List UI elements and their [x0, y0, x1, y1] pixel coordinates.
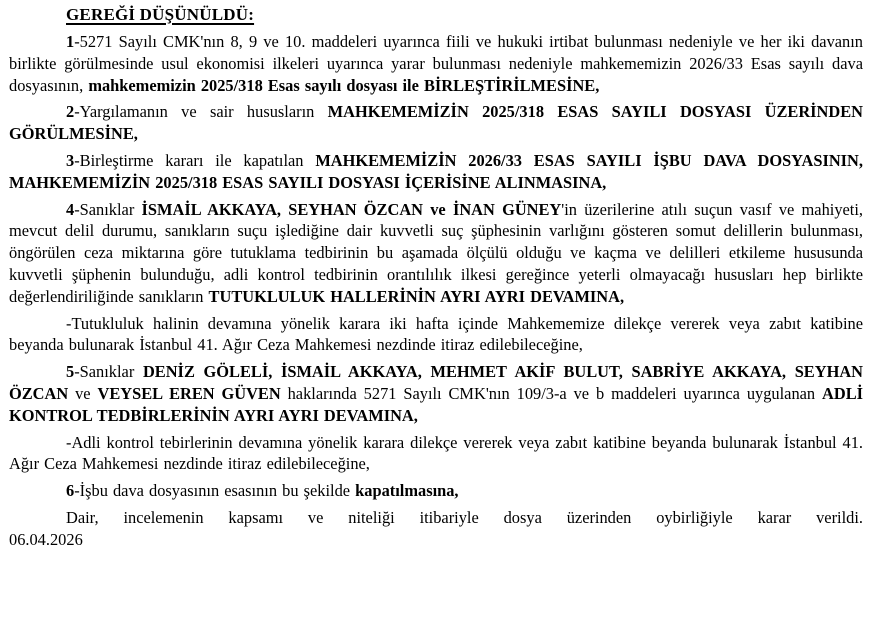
text-run: mahkememizin 2025/318 Esas sayılı dosyası ile BİRLEŞTİRİLMESİNE, — [88, 75, 600, 95]
text-run: ADLİ KONTROL TEDBİRLERİNİN AYRI AYRI DEVAMINA, — [9, 383, 864, 425]
text-run: 6 — [66, 481, 75, 501]
text-run: DENİZ GÖLELİ, İSMAİL AKKAYA, MEHMET AKİF BULUT, SABRİYE AKKAYA, SEYHAN ÖZCAN — [9, 362, 863, 403]
text-run: MAHKEMEMİZİN 2025/318 ESAS SAYILI DOSYASI ÜZERİNDEN GÖRÜLMESİNE, — [9, 102, 863, 144]
heading-text: GEREĞİ DÜŞÜNÜLDÜ: — [66, 5, 255, 24]
text-run: -Tutukluluk halinin devamına yönelik karara iki hafta içinde Mahkememize dilekçe vererek veya zabıt katibine beyanda bulunarak İstanbul 41. Ağır Ceza Mahkemesi nezdinde itiraz edilebileceğine, — [9, 313, 863, 355]
text-run: -Birleştirme kararı ile kapatılan — [74, 150, 316, 170]
text-run: 5 — [66, 362, 75, 382]
text-run: Dair, incelemenin kapsamı ve niteliği itibariyle dosya üzerinden oybirliğiyle karar verildi. — [66, 507, 863, 527]
text-run: -Adli kontrol tebirlerinin devamına yönelik karara dilekçe vererek veya zabıt katibine beyanda bulunarak İstanbul 41. Ağır Ceza Mahkemesi nezdinde itiraz edilebileceğine, — [9, 432, 863, 474]
ruling-4-continued-detention — [9, 199, 863, 308]
text-run: -İşbu dava dosyasının esasının bu şekilde — [74, 481, 356, 501]
text-run: -Sanıklar — [74, 362, 143, 382]
text-run: 4 — [66, 199, 75, 219]
text-run: -Yargılamanın ve sair hususların — [74, 102, 328, 122]
ruling-2-proceedings-over-file — [9, 101, 863, 145]
text-run: 'in üzerilerine atılı suçun vasıf ve mahiyeti, mevcut delil durumu, sanıkların suçu işlediğine dair kuvvetli suç şüphesinin varlığını gösteren somut delillerin bulunması, öngörülen ceza miktarına göre tutuklama tedbirinin bu aşamada ölçülü olduğu ve kaçma ve delilleri etkileme hususunda kuvvetli şüphenin bulunduğu, adli kontrol tedbirinin orantılılık ilkesi gereğince yeterli olmayacağı hususları hep birlikte değerlendiriliğinde sanıkların — [9, 199, 863, 306]
appeal-notice-detention — [9, 313, 863, 357]
text-run: MAHKEMEMİZİN 2026/33 ESAS SAYILI İŞBU DAVA DOSYASININ, MAHKEMEMİZİN 2025/318 ESAS SAYILI DOSYASI İÇERİSİNE ALINMASINA, — [9, 150, 863, 192]
text-run: VEYSEL EREN GÜVEN — [97, 383, 281, 403]
text-run: 1 — [66, 32, 75, 51]
text-run: İSMAİL AKKAYA, SEYHAN ÖZCAN ve İNAN GÜNEY — [141, 199, 562, 219]
closing-statement — [9, 507, 863, 529]
text-run: -5271 Sayılı CMK'nın 8, 9 ve 10. maddeleri uyarınca fiili ve hukuki irtibat bulunması nedeniyle ve her iki davanın birlikte görülmesinde usul ekonomisi ilkeleri uyarınca yarar bulunması nedeniyle mahkememizin 2026/33 Esas sayılı dava dosyasının, — [9, 32, 863, 95]
text-run: ve — [68, 383, 98, 403]
text-run: 3 — [66, 150, 75, 170]
ruling-1-merger — [9, 31, 863, 96]
ruling-3-file-closure — [9, 150, 863, 194]
document-body — [9, 31, 863, 529]
appeal-notice-judicial-control — [9, 432, 863, 476]
decision-date: 06.04.2026 — [9, 529, 83, 549]
document-heading — [9, 3, 863, 26]
text-run: kapatılmasına, — [355, 481, 459, 501]
text-run: 2 — [66, 102, 75, 122]
text-run: -Sanıklar — [74, 199, 142, 219]
text-run: TUTUKLULUK HALLERİNİN AYRI AYRI DEVAMINA, — [208, 286, 625, 306]
ruling-6-case-closure — [9, 480, 863, 502]
text-run: haklarında 5271 Sayılı CMK'nın 109/3-a ve b maddeleri uyarınca uygulanan — [280, 383, 823, 403]
ruling-5-judicial-control — [9, 361, 863, 426]
